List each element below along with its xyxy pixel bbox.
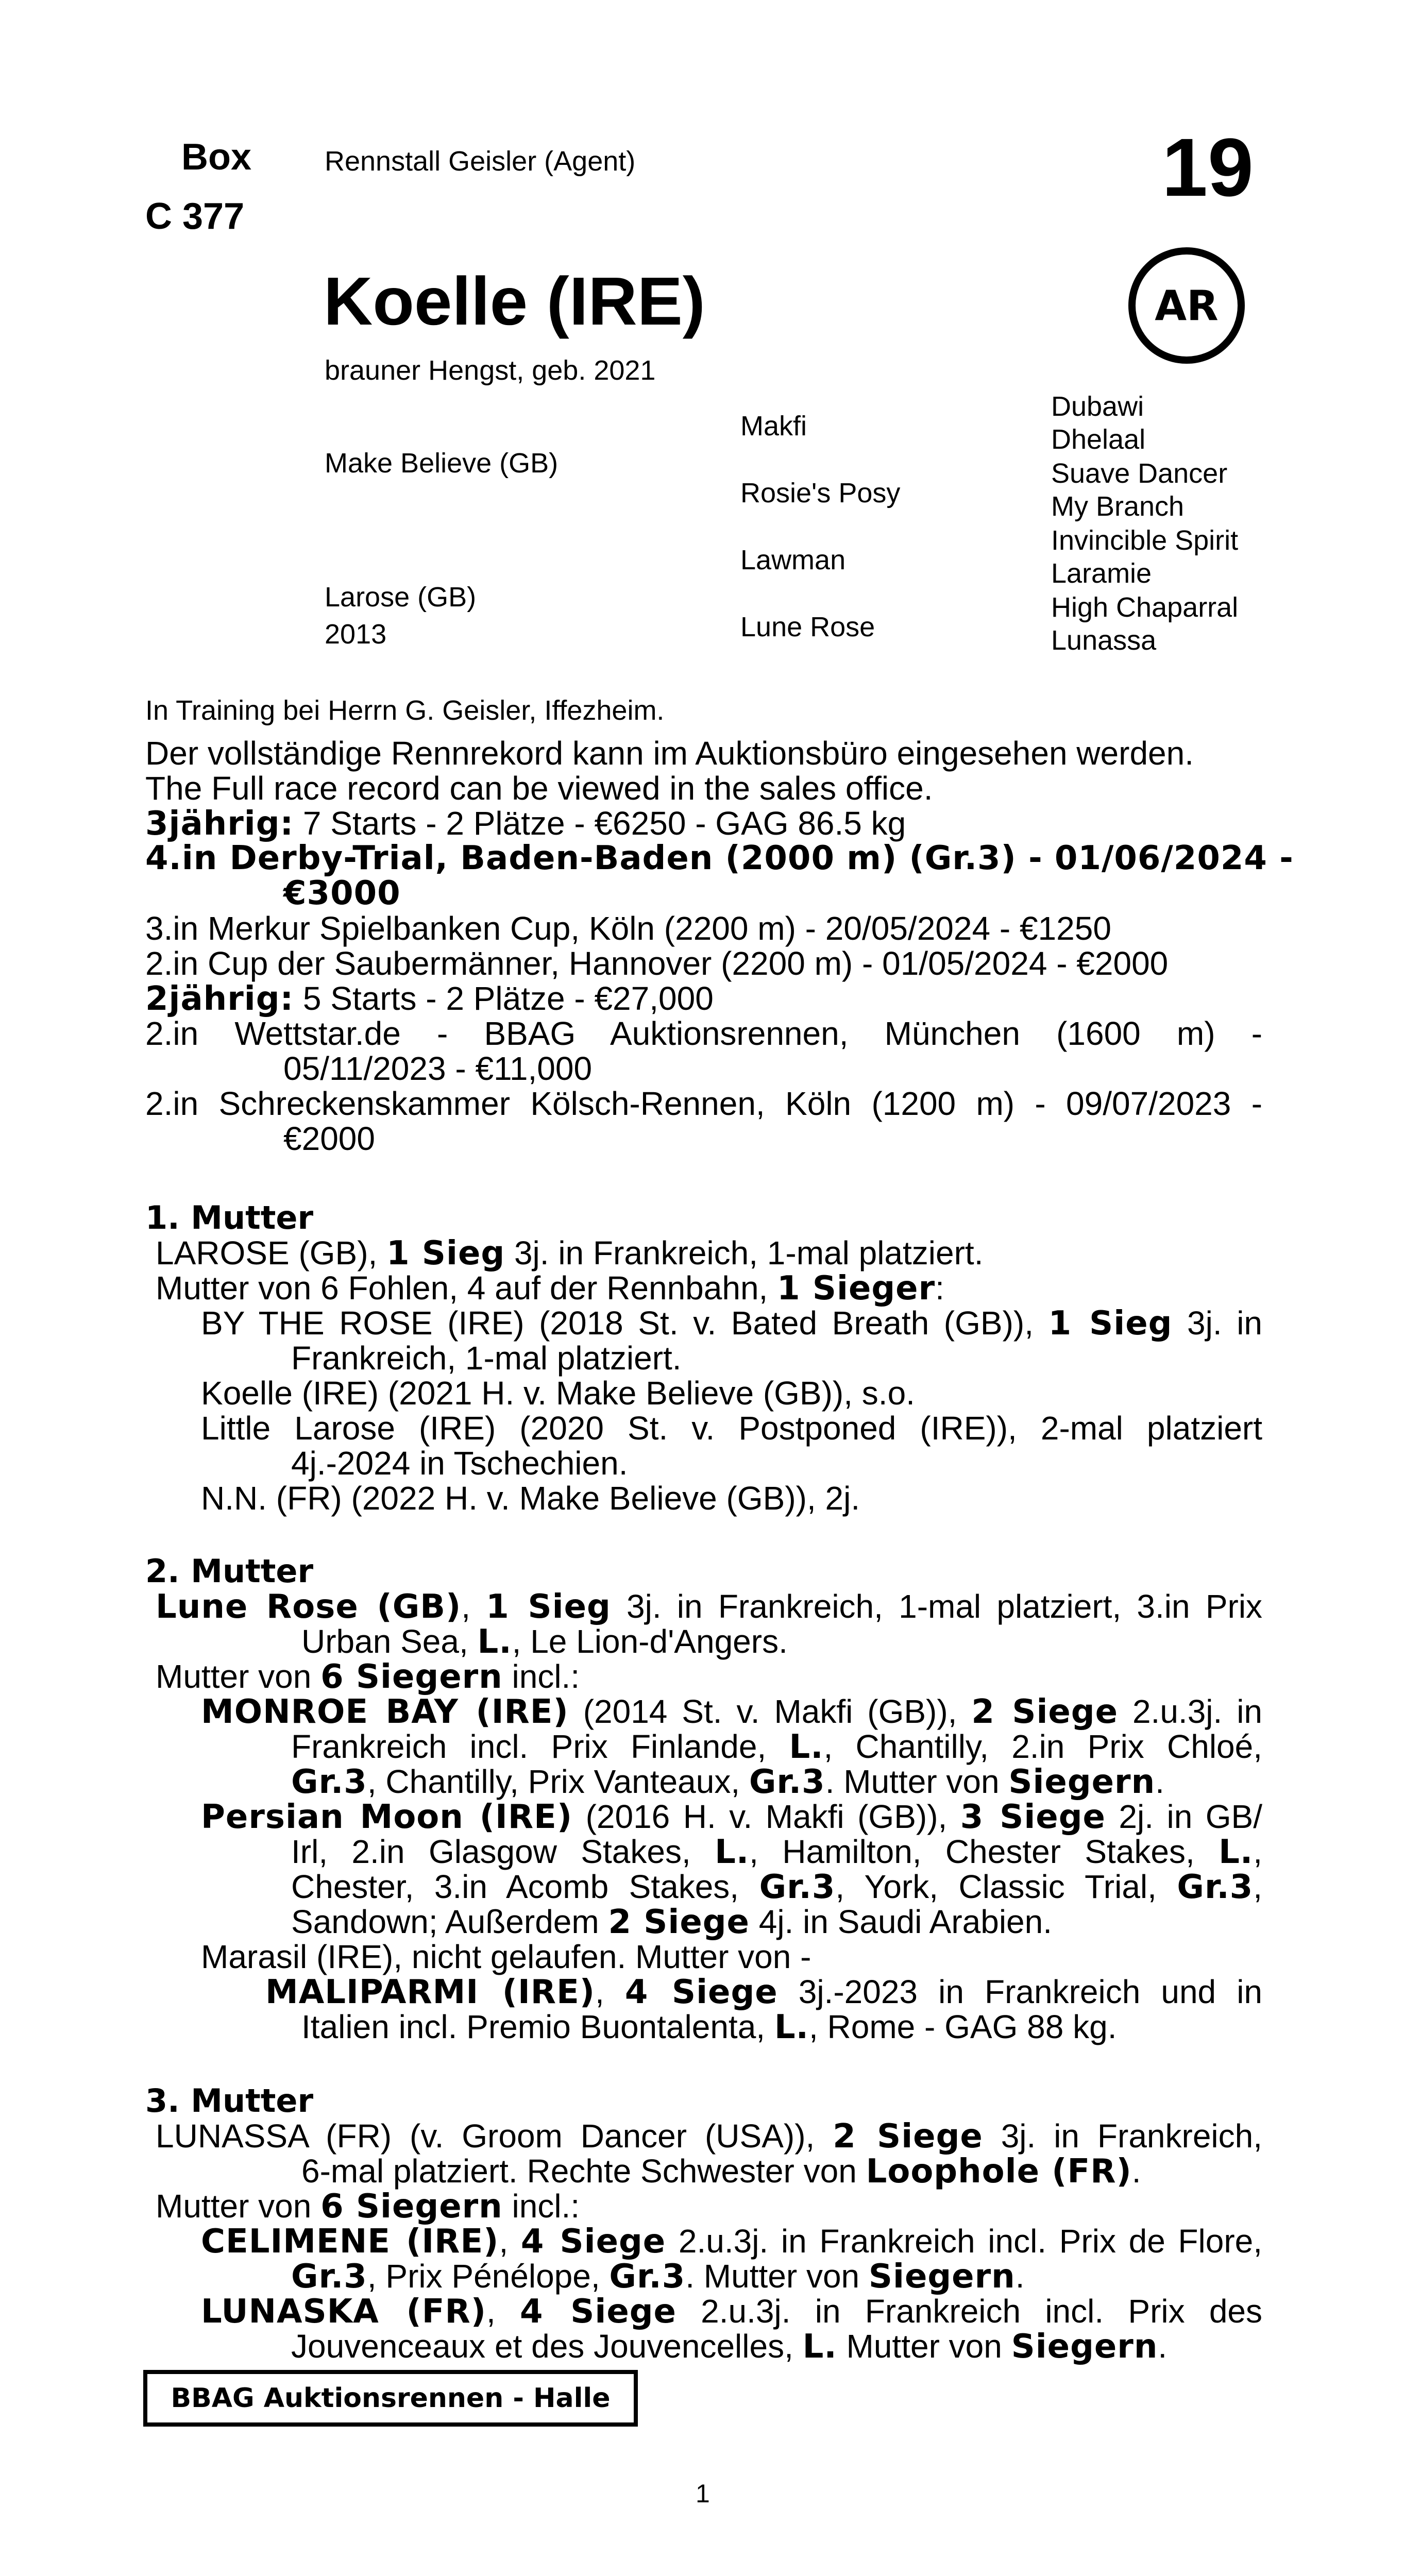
dam2-heading: 2. Mutter (145, 1552, 314, 1590)
dam3-intro-cont: 6-mal platziert. Rechte Schwester von Loophole (FR). (301, 2153, 1141, 2191)
marasil-entry: Marasil (IRE), nicht gelaufen. Mutter von - (201, 1938, 811, 1975)
grandparent: Lune Rose (740, 612, 875, 642)
great-grandparent: High Chaparral (1051, 592, 1239, 623)
race-result: 2.in Wettstar.de - BBAG Auktionsrennen, München (1600 m) - (145, 1015, 1262, 1052)
great-grandparent: Suave Dancer (1051, 458, 1228, 489)
box-label: Box (181, 137, 252, 178)
box-number: C 377 (145, 196, 245, 237)
dam1-offspring: N.N. (FR) (2022 H. v. Make Believe (GB)), 2j. (201, 1480, 860, 1517)
race-result: 3.in Merkur Spielbanken Cup, Köln (2200 m) - 20/05/2024 - €1250 (145, 910, 1111, 947)
consignor: Rennstall Geisler (Agent) (325, 146, 636, 177)
lunaska-entry: LUNASKA (FR), 4 Siege 2.u.3j. in Frankreich incl. Prix des (201, 2293, 1263, 2331)
dam1-offspring: Koelle (IRE) (2021 H. v. Make Believe (GB)), s.o. (201, 1375, 915, 1412)
horse-description: brauner Hengst, geb. 2021 (325, 355, 656, 386)
race-result: 2.in Cup der Saubermänner, Hannover (2200 m) - 01/05/2024 - €2000 (145, 945, 1169, 982)
dam2-intro-cont: Urban Sea, L., Le Lion-d'Angers. (301, 1623, 788, 1661)
dam1-offspring: Little Larose (IRE) (2020 St. v. Postponed (IRE)), 2-mal platziert (201, 1410, 1262, 1447)
dam1-produce: Mutter von 6 Fohlen, 4 auf der Rennbahn, 1 Sieger: (156, 1269, 944, 1308)
sire: Make Believe (GB) (325, 448, 559, 479)
persian-moon-cont: Sandown; Außerdem 2 Siege 4j. in Saudi Arabien. (291, 1903, 1052, 1941)
maliparmi-entry: MALIPARMI (IRE), 4 Siege 3j.-2023 in Frankreich und in (265, 1973, 1263, 2011)
great-grandparent: Invincible Spirit (1051, 525, 1239, 556)
record-note-de: Der vollständige Rennrekord kann im Auktionsbüro eingesehen werden. (145, 735, 1194, 772)
dam1-offspring-cont: Frankreich, 1-mal platziert. (291, 1340, 682, 1377)
two-yo-summary: 2jährig: 5 Starts - 2 Plätze - €27,000 (145, 980, 714, 1018)
dam2-produce: Mutter von 6 Siegern incl.: (156, 1658, 580, 1696)
horse-name: Koelle (IRE) (324, 263, 705, 339)
grandparent: Makfi (740, 411, 807, 442)
dam3-heading: 3. Mutter (145, 2082, 314, 2120)
persian-moon-cont: Chester, 3.in Acomb Stakes, Gr.3, York, Classic Trial, Gr.3, (291, 1868, 1262, 1906)
page-number: 1 (696, 2479, 710, 2508)
dam3-intro: LUNASSA (FR) (v. Groom Dancer (USA)), 2 Siege 3j. in Frankreich, (156, 2117, 1262, 2156)
ar-badge: AR (1128, 247, 1245, 364)
race-result: 2.in Schreckenskammer Kölsch-Rennen, Köln (1200 m) - 09/07/2023 - (145, 1085, 1262, 1122)
grandparent: Rosie's Posy (740, 478, 901, 509)
monroe-bay-entry: MONROE BAY (IRE) (2014 St. v. Makfi (GB)), 2 Siege 2.u.3j. in (201, 1693, 1263, 1731)
lunaska-cont: Jouvenceaux et des Jouvencelles, L. Mutter von Siegern. (291, 2328, 1168, 2366)
great-grandparent: Dubawi (1051, 391, 1144, 422)
record-note-en: The Full race record can be viewed in the sales office. (145, 770, 933, 807)
race-eligibility-box: BBAG Auktionsrennen - Halle (143, 2370, 638, 2427)
dam2-intro: Lune Rose (GB), 1 Sieg 3j. in Frankreich, 1-mal platziert, 3.in Prix (156, 1588, 1263, 1626)
dam1-heading: 1. Mutter (145, 1199, 314, 1236)
dam1-offspring: BY THE ROSE (IRE) (2018 St. v. Bated Breath (GB)), 1 Sieg 3j. in (201, 1304, 1263, 1343)
race-result-cont: €3000 (283, 874, 401, 912)
race-result-cont: €2000 (283, 1120, 375, 1157)
grandparent: Lawman (740, 545, 846, 575)
dam1-intro: LAROSE (GB), 1 Sieg 3j. in Frankreich, 1-mal platziert. (156, 1234, 984, 1273)
great-grandparent: Laramie (1051, 558, 1152, 589)
persian-moon-entry: Persian Moon (IRE) (2016 H. v. Makfi (GB)), 3 Siege 2j. in GB/ (201, 1798, 1263, 1836)
great-grandparent: Dhelaal (1051, 424, 1146, 455)
great-grandparent: Lunassa (1051, 625, 1157, 656)
monroe-bay-cont: Gr.3, Chantilly, Prix Vanteaux, Gr.3. Mutter von Siegern. (291, 1763, 1164, 1801)
race-result: 4.in Derby-Trial, Baden-Baden (2000 m) (Gr.3) - 01/06/2024 - (145, 839, 1294, 877)
dam-year: 2013 (325, 619, 387, 650)
maliparmi-cont: Italien incl. Premio Buontalenta, L., Rome - GAG 88 kg. (301, 2008, 1117, 2046)
dam1-offspring-cont: 4j.-2024 in Tschechien. (291, 1445, 628, 1482)
celimene-cont: Gr.3, Prix Pénélope, Gr.3. Mutter von Siegern. (291, 2258, 1025, 2296)
monroe-bay-cont: Frankreich incl. Prix Finlande, L., Chantilly, 2.in Prix Chloé, (291, 1728, 1262, 1766)
training-note: In Training bei Herrn G. Geisler, Iffezheim. (145, 695, 665, 726)
three-yo-summary: 3jährig: 7 Starts - 2 Plätze - €6250 - GAG 86.5 kg (145, 805, 906, 843)
great-grandparent: My Branch (1051, 491, 1185, 522)
persian-moon-cont: Irl, 2.in Glasgow Stakes, L., Hamilton, Chester Stakes, L., (291, 1833, 1262, 1871)
dam: Larose (GB) (325, 582, 477, 613)
lot-number: 19 (1162, 121, 1254, 213)
race-result-cont: 05/11/2023 - €11,000 (283, 1050, 593, 1087)
celimene-entry: CELIMENE (IRE), 4 Siege 2.u.3j. in Frankreich incl. Prix de Flore, (201, 2223, 1263, 2261)
dam3-produce: Mutter von 6 Siegern incl.: (156, 2188, 580, 2226)
